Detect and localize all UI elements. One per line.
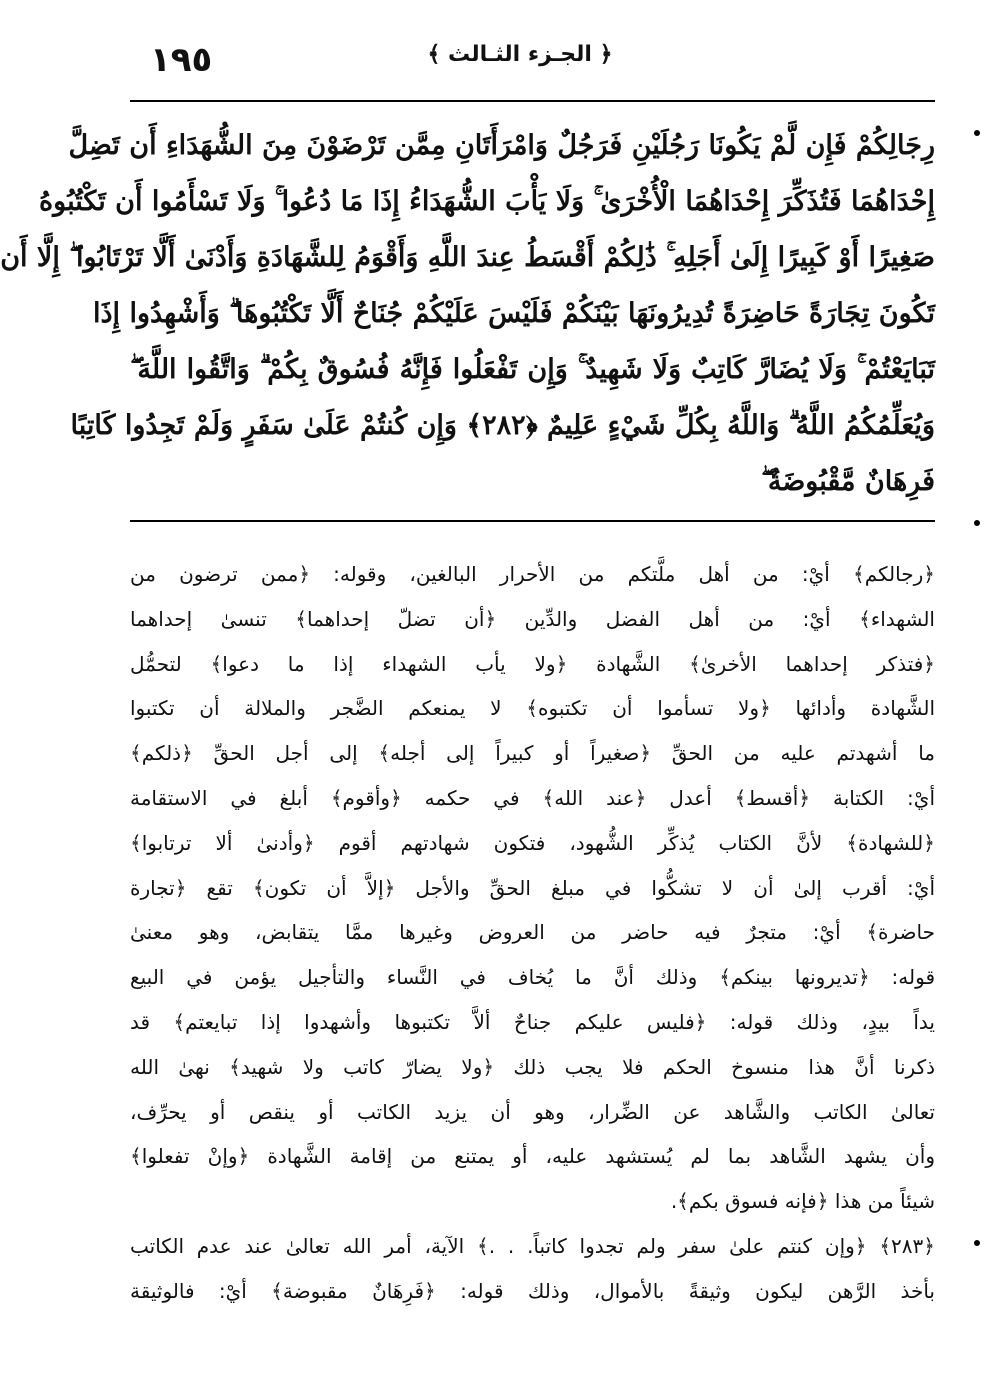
commentary-line: ﴿فتذكر إحداهما الأخرىٰ﴾ الشَّهادة ﴿ولا يأب الشهداء إذا ما دعوا﴾ لتحمُّل	[130, 651, 935, 676]
commentary-line: يداً بيدٍ، وذلك قوله: ﴿فليس عليكم جناحٌ ألاَّ تكتبوها وأشهدوا إذا تبايعتم﴾ قد	[130, 1009, 935, 1034]
quran-line: وَيُعَلِّمُكُمُ اللَّهُ ۗ وَاللَّهُ بِكُلِّ شَيْءٍ عَلِيمٌ ﴿٢٨٢﴾ وَإِن كُنتُمْ عَلَىٰ سَفَرٍ وَلَمْ تَجِدُوا كَاتِبًا	[70, 410, 935, 441]
quran-line: إِحْدَاهُمَا فَتُذَكِّرَ إِحْدَاهُمَا الْأُخْرَىٰ ۚ وَلَا يَأْبَ الشُّهَدَاءُ إِذَا مَا دُعُوا ۚ وَلَا تَسْأَمُوا أَن تَكْتُبُوهُ	[38, 186, 935, 217]
commentary-line: ذكرنا أنَّ هذا منسوخ الحكم فلا يجب ذلك ﴿ولا يضارّ كاتب ولا شهيد﴾ نهىٰ الله	[130, 1054, 935, 1079]
commentary-text-block	[130, 552, 935, 1314]
margin-dot-icon	[974, 130, 980, 136]
commentary-line: شيئاً من هذا ﴿فإنه فسوق بكم﴾.	[670, 1189, 935, 1214]
commentary-line: بأخذ الرَّهن ليكون وثيقةً بالأموال، وذلك قوله: ﴿فَرِهَانٌ مقبوضة﴾ أيْ: فالوثيقة	[130, 1278, 935, 1303]
commentary-line: ما أشهدتم عليه من الحقِّ ﴿صغيراً أو كبيراً إلى أجله﴾ إلى أجل الحقِّ ﴿ذلكم﴾	[130, 741, 935, 766]
quran-line: تَكُونَ تِجَارَةً حَاضِرَةً تُدِيرُونَهَا بَيْنَكُمْ فَلَيْسَ عَلَيْكُمْ جُنَاحٌ أَلَّا تَكْتُبُوهَا ۗ وَأَشْهِدُوا إِذَا	[93, 298, 935, 329]
commentary-line: قوله: ﴿تديرونها بينكم﴾ وذلك أنَّ ما يُخاف في النَّساء والتأجيل يؤمن في البيع	[130, 965, 935, 990]
running-header: ﴿ الجـزء الثـالث ﴾	[427, 42, 613, 67]
commentary-line: أيْ: الكتابة ﴿أقسط﴾ أعدل ﴿عند الله﴾ في حكمه ﴿وأقوم﴾ أبلغ في الاستقامة	[130, 785, 935, 810]
page-number: ١٩٥	[150, 40, 213, 80]
commentary-line: ﴿للشهادة﴾ لأنَّ الكتاب يُذكِّر الشُّهود، فتكون شهادتهم أقوم ﴿وأدنىٰ ألا ترتابوا﴾	[130, 830, 935, 855]
commentary-line: أيْ: أقرب إلىٰ أن لا تشكُّوا في مبلغ الحقِّ والأجل ﴿إلاَّ أن تكون﴾ تقع ﴿تجارة	[130, 875, 935, 900]
quran-text-block	[0, 118, 935, 510]
quran-line: رِجَالِكُمْ فَإِن لَّمْ يَكُونَا رَجُلَيْنِ فَرَجُلٌ وَامْرَأَتَانِ مِمَّن تَرْضَوْنَ مِنَ الشُّهَدَاءِ أَن تَضِلَّ	[68, 130, 935, 161]
commentary-line: حاضرة﴾ أيْ: متجرٌ فيه حاضر من العروض وغيرها ممَّا يتقابض، وهو معنىٰ	[130, 920, 935, 945]
quran-line: تَبَايَعْتُمْ ۚ وَلَا يُضَارَّ كَاتِبٌ وَلَا شَهِيدٌ ۚ وَإِن تَفْعَلُوا فَإِنَّهُ فُسُوقٌ بِكُمْ ۗ وَاتَّقُوا اللَّهَ ۖ	[130, 354, 935, 385]
commentary-line: ﴿رجالكم﴾ أيْ: من أهل ملَّتكم من الأحرار البالغين، وقوله: ﴿ممن ترضون من	[130, 562, 935, 586]
quran-line: فَرِهَانٌ مَّقْبُوضَةٌ ۖ	[761, 466, 935, 497]
separator-rule	[130, 520, 935, 522]
commentary-line: الشَّهادة وأدائها ﴿ولا تسأموا أن تكتبوه﴾ لا يمنعكم الضَّجر والملالة أن تكتبوا	[130, 696, 935, 721]
top-rule	[130, 100, 935, 102]
margin-dot-icon	[974, 1240, 980, 1246]
commentary-line: ﴿٢٨٣﴾ ﴿وإن كنتم علىٰ سفر ولم تجدوا كاتباً. . .﴾ الآية، أمر الله تعالىٰ عند عدم الكاتب	[130, 1233, 935, 1258]
margin-dot-icon	[974, 520, 980, 526]
commentary-line: الشهداء﴾ أيْ: من أهل الفضل والدِّين ﴿أن تضلّ إحداهما﴾ تنسىٰ إحداهما	[130, 606, 935, 631]
commentary-line: وأن يشهد الشَّاهد بما لم يُستشهد عليه، أو يمتنع من إقامة الشَّهادة ﴿وإنْ تفعلوا﴾	[130, 1144, 935, 1169]
commentary-line: تعالىٰ الكاتب والشَّاهد عن الضِّرار، وهو أن يزيد الكاتب أو ينقص أو يحرِّف،	[130, 1099, 935, 1124]
quran-line: صَغِيرًا أَوْ كَبِيرًا إِلَىٰ أَجَلِهِ ۚ ذَٰلِكُمْ أَقْسَطُ عِندَ اللَّهِ وَأَقْوَمُ لِلشَّهَادَةِ وَأَدْنَىٰ أَلَّا تَرْتَابُوا ۖ إِلَّا أَن	[0, 242, 935, 273]
